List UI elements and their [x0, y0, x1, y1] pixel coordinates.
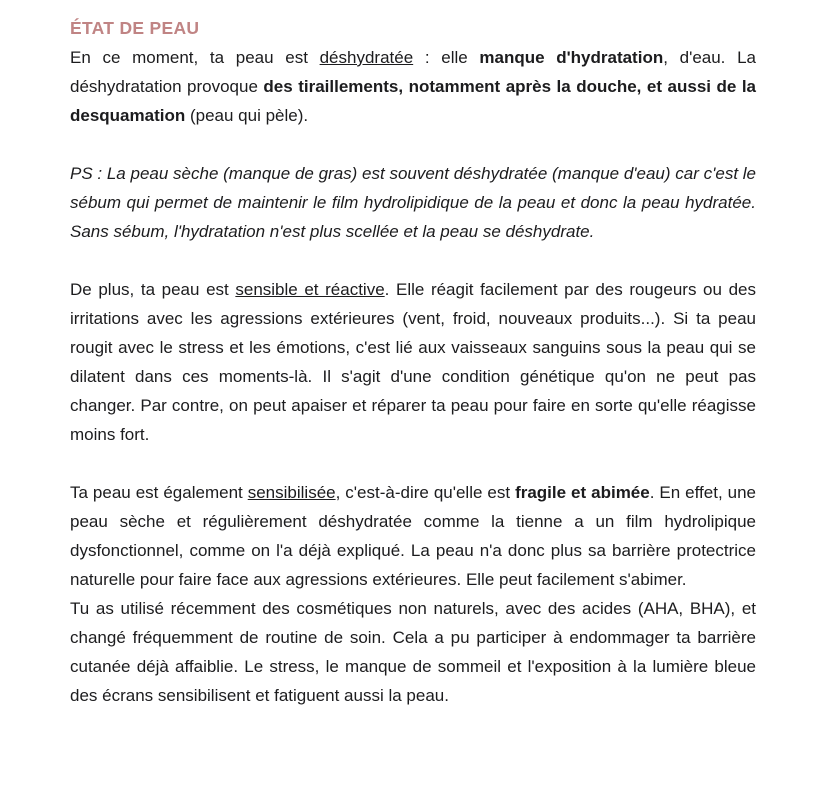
text-run: De plus, ta peau est [70, 280, 236, 299]
bold-text: des tiraillements, notamment après la douche, et aussi de la desquamation [70, 77, 757, 125]
underlined-text: sensibilisée [247, 483, 336, 502]
bold-text: fragile et abimée [515, 483, 650, 502]
text-run: PS : La peau sèche (manque de gras) est souvent déshydratée (manque d'eau) car c'est le sébum qui permet de maintenir le film hydrolipidique de la peau et donc la peau hydratée. Sans sébum, l'hydratation n'est plus scellée et la peau se déshydrate. [70, 164, 756, 241]
paragraph-cosmetics-damage [70, 594, 756, 710]
bold-text: manque d'hydratation [479, 48, 664, 67]
paragraph-sensitive-reactive [70, 275, 756, 449]
paragraphs [70, 43, 756, 710]
paragraph-sensitized [70, 478, 756, 594]
text-run: (peau qui pèle). [185, 106, 309, 125]
text-run: . Elle réagit facilement par des rougeurs ou des irritations avec les agressions extérieures (vent, froid, nouveaux produits...). Si ta peau rougit avec le stress et les émotions, c'est lié aux vaisseaux sanguins sous la peau qui se dilatent dans ces moments-là. Il s'agit d'une condition génétique qu'on ne peut pas changer. Par contre, on peut apaiser et réparer ta peau pour faire en sorte qu'elle réagisse moins fort. [70, 280, 756, 444]
paragraph-ps-note [70, 159, 756, 246]
underlined-text: déshydratée [319, 48, 414, 67]
underlined-text: sensible et réactive [235, 280, 385, 299]
text-run: . En effet, une peau sèche et régulièrement déshydratée comme la tienne a un film hydrolipique dysfonctionnel, comme on l'a déjà expliqué. La peau n'a donc plus sa barrière protectrice naturelle pour faire face aux agressions extérieures. Elle peut facilement s'abimer. [70, 483, 756, 589]
text-run: , c'est-à-dire qu'elle est [335, 483, 516, 502]
paragraph-dehydration [70, 43, 756, 130]
text-run: Tu as utilisé récemment des cosmétiques non naturels, avec des acides (AHA, BHA), et changé fréquemment de routine de soin. Cela a pu participer à endommager ta barrière cutanée déjà affaiblie. Le stress, le manque de sommeil et l'exposition à la lumière bleue des écrans sensibilisent et fatiguent aussi la peau. [70, 599, 756, 705]
text-run: , d'eau. La déshydratation provoque [70, 48, 756, 96]
text-run: : elle [413, 48, 480, 67]
text-run: En ce moment, ta peau est [70, 48, 320, 67]
text-run: Ta peau est également [70, 483, 248, 502]
page-title: ÉTAT DE PEAU [70, 18, 200, 38]
